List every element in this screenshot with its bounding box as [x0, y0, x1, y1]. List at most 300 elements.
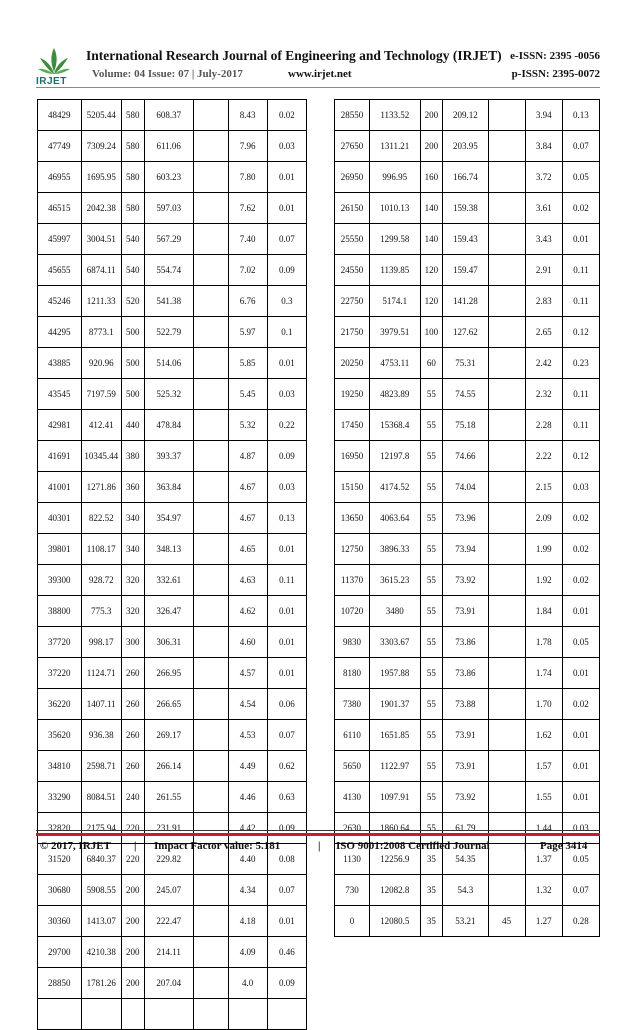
table-row: [38, 627, 307, 658]
data-table-right: [334, 99, 600, 937]
table-cell: 220: [121, 813, 144, 844]
table-cell: 55: [420, 658, 443, 689]
table-cell: 45997: [38, 224, 82, 255]
table-cell: 266.65: [144, 689, 193, 720]
table-cell: 5650: [335, 751, 370, 782]
table-cell: 30680: [38, 875, 82, 906]
table-cell: 4.53: [228, 720, 267, 751]
table-cell: 1860.64: [370, 813, 421, 844]
table-row: [38, 162, 307, 193]
table-cell: 1133.52: [370, 100, 421, 131]
table-cell: [193, 689, 228, 720]
table-cell: 0.03: [562, 813, 599, 844]
table-cell: 520: [121, 286, 144, 317]
table-cell: 5908.55: [81, 875, 121, 906]
table-cell: 260: [121, 689, 144, 720]
table-cell: 53.21: [443, 906, 488, 937]
table-cell: 4130: [335, 782, 370, 813]
table-cell: 3979.51: [370, 317, 421, 348]
table-cell: 1901.37: [370, 689, 421, 720]
table-cell: 0.06: [267, 689, 306, 720]
table-row: [38, 596, 307, 627]
table-row: [38, 875, 307, 906]
table-cell: [488, 627, 525, 658]
table-row: [335, 317, 600, 348]
table-cell: [488, 255, 525, 286]
table-cell: 7.02: [228, 255, 267, 286]
table-cell: [193, 131, 228, 162]
table-cell: 12750: [335, 534, 370, 565]
table-cell: [193, 441, 228, 472]
table-cell: 0.13: [267, 503, 306, 534]
table-cell: 55: [420, 441, 443, 472]
table-cell: 0.05: [562, 844, 599, 875]
table-cell: 32820: [38, 813, 82, 844]
journal-title: International Research Journal of Engineering and Technology (IRJET): [86, 48, 502, 63]
table-cell: 73.92: [443, 565, 488, 596]
table-row: [335, 224, 600, 255]
table-cell: 1695.95: [81, 162, 121, 193]
table-row: [38, 317, 307, 348]
table-cell: 0.01: [562, 782, 599, 813]
table-cell: [488, 720, 525, 751]
table-cell: 55: [420, 472, 443, 503]
table-cell: 4.63: [228, 565, 267, 596]
table-cell: 4.67: [228, 472, 267, 503]
table-cell: 360: [121, 472, 144, 503]
table-cell: 1651.85: [370, 720, 421, 751]
table-cell: 7.40: [228, 224, 267, 255]
table-row: [335, 162, 600, 193]
table-cell: 0.07: [562, 131, 599, 162]
table-cell: 0.11: [267, 565, 306, 596]
table-cell: 9830: [335, 627, 370, 658]
table-cell: 73.86: [443, 658, 488, 689]
table-cell: 0.02: [562, 503, 599, 534]
table-row: [335, 751, 600, 782]
table-cell: 4210.38: [81, 937, 121, 968]
table-cell: 522.79: [144, 317, 193, 348]
table-cell: 159.43: [443, 224, 488, 255]
table-cell: 0.01: [562, 596, 599, 627]
table-cell: 580: [121, 193, 144, 224]
table-cell: 7.62: [228, 193, 267, 224]
table-cell: 730: [335, 875, 370, 906]
table-cell: [228, 999, 267, 1030]
table-cell: 209.12: [443, 100, 488, 131]
table-cell: 340: [121, 534, 144, 565]
table-cell: 1311.21: [370, 131, 421, 162]
table-row: [335, 410, 600, 441]
table-cell: 2598.71: [81, 751, 121, 782]
table-cell: 0.02: [562, 565, 599, 596]
table-cell: 28850: [38, 968, 82, 999]
footer-divider-thin: [36, 830, 600, 831]
table-cell: 55: [420, 751, 443, 782]
table-cell: 920.96: [81, 348, 121, 379]
table-cell: 4174.52: [370, 472, 421, 503]
table-cell: [488, 348, 525, 379]
table-cell: 1108.17: [81, 534, 121, 565]
table-row: [38, 224, 307, 255]
table-cell: 0.02: [562, 193, 599, 224]
table-cell: 4753.11: [370, 348, 421, 379]
table-cell: 73.96: [443, 503, 488, 534]
table-cell: 0.01: [562, 751, 599, 782]
table-cell: 2.28: [525, 410, 562, 441]
table-cell: 40301: [38, 503, 82, 534]
table-row: [335, 565, 600, 596]
table-cell: 0.08: [267, 844, 306, 875]
table-cell: 1.70: [525, 689, 562, 720]
table-cell: 37720: [38, 627, 82, 658]
table-cell: 37220: [38, 658, 82, 689]
table-cell: 525.32: [144, 379, 193, 410]
table-row: [335, 193, 600, 224]
table-cell: 39300: [38, 565, 82, 596]
table-row: [38, 906, 307, 937]
table-cell: [193, 224, 228, 255]
footer-separator: |: [318, 840, 321, 852]
table-cell: [488, 317, 525, 348]
table-cell: 200: [420, 131, 443, 162]
table-cell: 540: [121, 255, 144, 286]
table-cell: 10345.44: [81, 441, 121, 472]
table-cell: 16950: [335, 441, 370, 472]
table-cell: 12197.8: [370, 441, 421, 472]
table-cell: 0.63: [267, 782, 306, 813]
table-cell: 1.57: [525, 751, 562, 782]
table-cell: [267, 999, 306, 1030]
table-cell: 5.32: [228, 410, 267, 441]
table-cell: 5.85: [228, 348, 267, 379]
eissn: e-ISSN: 2395 -0056: [510, 50, 600, 62]
table-cell: 0.12: [562, 441, 599, 472]
table-cell: 200: [121, 968, 144, 999]
table-cell: 73.86: [443, 627, 488, 658]
table-cell: 1.55: [525, 782, 562, 813]
table-cell: 7309.24: [81, 131, 121, 162]
table-cell: 74.04: [443, 472, 488, 503]
table-cell: [488, 875, 525, 906]
table-row: [335, 596, 600, 627]
table-cell: 0.46: [267, 937, 306, 968]
table-cell: 2.65: [525, 317, 562, 348]
pissn: p-ISSN: 2395-0072: [511, 68, 600, 80]
table-cell: 260: [121, 658, 144, 689]
table-cell: 580: [121, 131, 144, 162]
table-cell: [488, 751, 525, 782]
table-cell: 2.22: [525, 441, 562, 472]
table-cell: 42981: [38, 410, 82, 441]
table-cell: [81, 999, 121, 1030]
table-cell: [193, 286, 228, 317]
table-cell: 1097.91: [370, 782, 421, 813]
footer-impact-factor: Impact Factor value: 5.181: [154, 840, 281, 852]
table-cell: 46955: [38, 162, 82, 193]
table-cell: 13650: [335, 503, 370, 534]
logo-text: IRJET: [36, 76, 67, 87]
table-cell: 26950: [335, 162, 370, 193]
table-cell: 54.35: [443, 844, 488, 875]
table-cell: 20250: [335, 348, 370, 379]
table-cell: 340: [121, 503, 144, 534]
table-cell: 3896.33: [370, 534, 421, 565]
table-cell: 54.3: [443, 875, 488, 906]
table-cell: 214.11: [144, 937, 193, 968]
table-cell: 6.76: [228, 286, 267, 317]
table-cell: [193, 472, 228, 503]
table-cell: 222.47: [144, 906, 193, 937]
table-cell: 33290: [38, 782, 82, 813]
table-cell: 6110: [335, 720, 370, 751]
table-cell: 27650: [335, 131, 370, 162]
table-cell: 266.14: [144, 751, 193, 782]
table-cell: [488, 379, 525, 410]
table-cell: 140: [420, 224, 443, 255]
table-cell: [193, 968, 228, 999]
table-cell: 0.01: [562, 720, 599, 751]
table-row: [335, 720, 600, 751]
table-cell: 30360: [38, 906, 82, 937]
table-row: [335, 813, 600, 844]
table-cell: [488, 813, 525, 844]
table-cell: 61.79: [443, 813, 488, 844]
table-cell: [488, 658, 525, 689]
table-cell: 1407.11: [81, 689, 121, 720]
table-cell: [488, 565, 525, 596]
table-cell: 0.22: [267, 410, 306, 441]
table-cell: 200: [121, 937, 144, 968]
table-row: [38, 782, 307, 813]
table-cell: 5174.1: [370, 286, 421, 317]
table-cell: [488, 131, 525, 162]
table-cell: 35620: [38, 720, 82, 751]
table-row: [38, 534, 307, 565]
table-cell: [488, 534, 525, 565]
table-cell: 55: [420, 503, 443, 534]
table-cell: 1.37: [525, 844, 562, 875]
website-link[interactable]: www.irjet.net: [288, 68, 352, 80]
table-cell: 348.13: [144, 534, 193, 565]
table-cell: [193, 720, 228, 751]
table-cell: 500: [121, 348, 144, 379]
table-row: [38, 255, 307, 286]
table-cell: 159.47: [443, 255, 488, 286]
table-cell: 10720: [335, 596, 370, 627]
table-cell: 0.09: [267, 968, 306, 999]
table-cell: [193, 596, 228, 627]
table-cell: [488, 100, 525, 131]
table-cell: [488, 410, 525, 441]
table-cell: [488, 782, 525, 813]
table-cell: 55: [420, 410, 443, 441]
table-cell: [121, 999, 144, 1030]
table-cell: 1.32: [525, 875, 562, 906]
table-cell: 260: [121, 720, 144, 751]
table-cell: 1124.71: [81, 658, 121, 689]
table-cell: 0.07: [267, 224, 306, 255]
table-row: [38, 503, 307, 534]
table-cell: 3.72: [525, 162, 562, 193]
table-cell: [193, 534, 228, 565]
table-cell: 1010.13: [370, 193, 421, 224]
table-cell: 220: [121, 844, 144, 875]
table-cell: 34810: [38, 751, 82, 782]
table-cell: 4.57: [228, 658, 267, 689]
table-cell: 440: [121, 410, 144, 441]
table-cell: 320: [121, 596, 144, 627]
table-cell: 17450: [335, 410, 370, 441]
table-cell: 0.01: [267, 534, 306, 565]
table-cell: 266.95: [144, 658, 193, 689]
table-cell: 1139.85: [370, 255, 421, 286]
table-row: [38, 565, 307, 596]
table-cell: 4.65: [228, 534, 267, 565]
table-cell: 31520: [38, 844, 82, 875]
table-cell: 140: [420, 193, 443, 224]
table-cell: 2175.94: [81, 813, 121, 844]
volume-issue: Volume: 04 Issue: 07 | July-2017: [92, 68, 243, 80]
table-cell: 229.82: [144, 844, 193, 875]
table-cell: 1413.07: [81, 906, 121, 937]
header-divider: [36, 87, 600, 88]
table-cell: 35: [420, 906, 443, 937]
table-cell: 608.37: [144, 100, 193, 131]
table-cell: 1.62: [525, 720, 562, 751]
table-cell: 2.09: [525, 503, 562, 534]
table-cell: 478.84: [144, 410, 193, 441]
table-cell: 4.18: [228, 906, 267, 937]
table-cell: 822.52: [81, 503, 121, 534]
table-cell: 0.13: [562, 100, 599, 131]
table-cell: 4.40: [228, 844, 267, 875]
table-cell: 332.61: [144, 565, 193, 596]
table-cell: 55: [420, 813, 443, 844]
table-cell: [38, 999, 82, 1030]
table-cell: 0.01: [562, 658, 599, 689]
table-cell: 75.18: [443, 410, 488, 441]
table-cell: 43885: [38, 348, 82, 379]
footer-iso: ISO 9001:2008 Certified Journal: [336, 840, 490, 852]
table-cell: 5.97: [228, 317, 267, 348]
data-table-left: [37, 99, 307, 1030]
table-cell: 55: [420, 596, 443, 627]
table-cell: 580: [121, 100, 144, 131]
table-row: [38, 751, 307, 782]
table-cell: 567.29: [144, 224, 193, 255]
table-cell: 55: [420, 379, 443, 410]
table-cell: 24550: [335, 255, 370, 286]
footer-divider-red: [36, 833, 600, 836]
table-cell: 4823.89: [370, 379, 421, 410]
table-row: [335, 689, 600, 720]
table-cell: 3.43: [525, 224, 562, 255]
table-cell: 306.31: [144, 627, 193, 658]
table-cell: 74.55: [443, 379, 488, 410]
table-cell: 2.83: [525, 286, 562, 317]
table-cell: 12082.8: [370, 875, 421, 906]
table-cell: [488, 441, 525, 472]
table-row: [38, 131, 307, 162]
table-row: [335, 658, 600, 689]
table-cell: 1781.26: [81, 968, 121, 999]
table-cell: 0.62: [267, 751, 306, 782]
table-cell: 0.03: [267, 131, 306, 162]
table-cell: [193, 658, 228, 689]
table-cell: 4.62: [228, 596, 267, 627]
table-cell: 4.0: [228, 968, 267, 999]
table-cell: 12080.5: [370, 906, 421, 937]
table-row: [38, 658, 307, 689]
table-cell: [193, 906, 228, 937]
table-cell: 0.02: [562, 689, 599, 720]
table-cell: 597.03: [144, 193, 193, 224]
table-row: [38, 100, 307, 131]
table-cell: 60: [420, 348, 443, 379]
table-cell: 166.74: [443, 162, 488, 193]
table-cell: 41691: [38, 441, 82, 472]
table-cell: 127.62: [443, 317, 488, 348]
table-cell: 540: [121, 224, 144, 255]
table-cell: 19250: [335, 379, 370, 410]
table-cell: 44295: [38, 317, 82, 348]
table-cell: 0.03: [562, 472, 599, 503]
table-cell: 2.15: [525, 472, 562, 503]
table-cell: 6874.11: [81, 255, 121, 286]
table-cell: 26150: [335, 193, 370, 224]
table-cell: 4.67: [228, 503, 267, 534]
table-cell: [488, 596, 525, 627]
table-row: [335, 534, 600, 565]
table-cell: 554.74: [144, 255, 193, 286]
table-cell: 55: [420, 534, 443, 565]
table-cell: 0.1: [267, 317, 306, 348]
table-cell: 12256.9: [370, 844, 421, 875]
table-cell: 0.01: [267, 348, 306, 379]
table-cell: 4.54: [228, 689, 267, 720]
table-row: [335, 441, 600, 472]
table-row: [335, 100, 600, 131]
table-cell: 0.07: [562, 875, 599, 906]
table-cell: 46515: [38, 193, 82, 224]
table-cell: 200: [121, 875, 144, 906]
table-cell: 35: [420, 875, 443, 906]
table-row: [335, 627, 600, 658]
table-cell: 412.41: [81, 410, 121, 441]
table-cell: 0.01: [267, 596, 306, 627]
table-row: [38, 286, 307, 317]
table-cell: [193, 317, 228, 348]
table-cell: 231.91: [144, 813, 193, 844]
table-cell: 4063.64: [370, 503, 421, 534]
table-cell: 45246: [38, 286, 82, 317]
table-cell: 8773.1: [81, 317, 121, 348]
table-cell: [488, 689, 525, 720]
table-cell: 38800: [38, 596, 82, 627]
table-cell: 4.49: [228, 751, 267, 782]
table-cell: 3480: [370, 596, 421, 627]
table-cell: 28550: [335, 100, 370, 131]
table-cell: 0.02: [562, 534, 599, 565]
table-cell: 363.84: [144, 472, 193, 503]
table-cell: 55: [420, 689, 443, 720]
table-cell: 73.91: [443, 751, 488, 782]
table-row: [38, 379, 307, 410]
table-cell: 300: [121, 627, 144, 658]
table-cell: 996.95: [370, 162, 421, 193]
table-cell: 141.28: [443, 286, 488, 317]
